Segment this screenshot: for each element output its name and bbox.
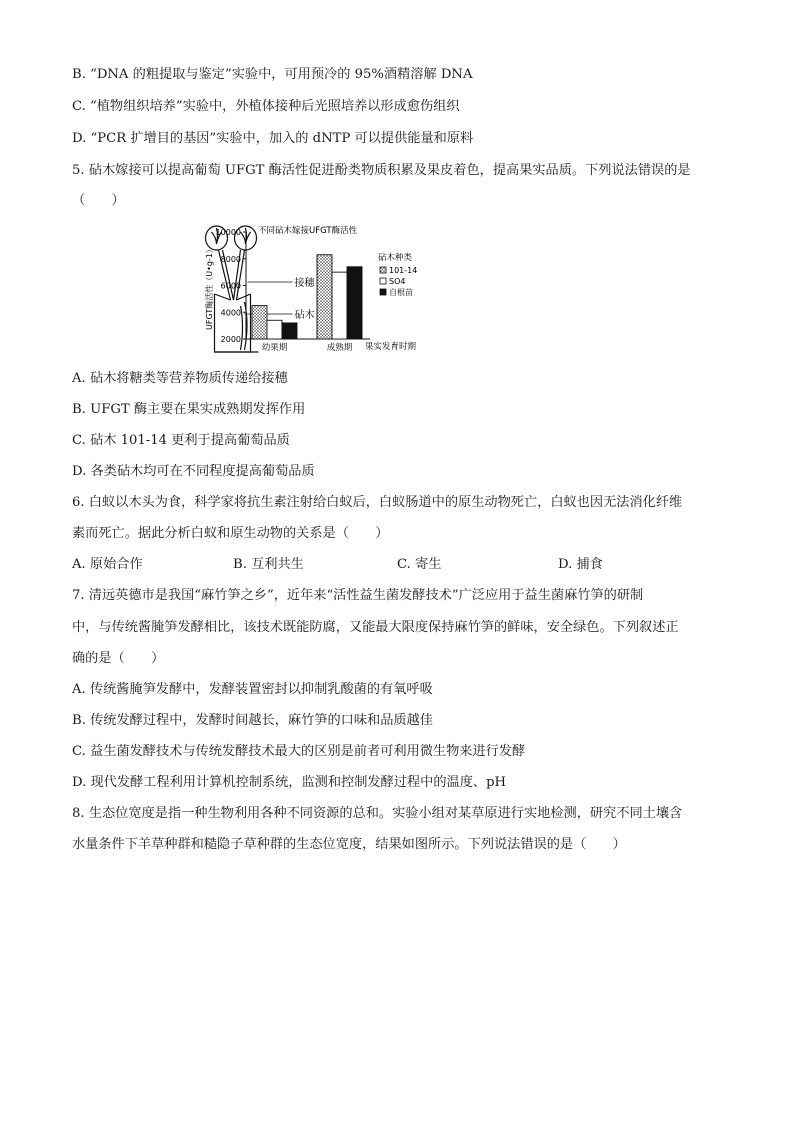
rootstock-label: 砧木	[294, 310, 315, 321]
q5-option-d: D. 各类砧木均可在不同程度提高葡萄品质	[72, 464, 315, 479]
chart-title: 不同砧木嫁接UFGT酶活性	[258, 226, 358, 236]
legend-label: 自根苗	[389, 288, 413, 297]
y-tick-label: 2000	[220, 335, 241, 344]
q7-stem-line1: 7. 清远英德市是我国“麻竹笋之乡”，近年来“活性益生菌发酵技术”广泛应用于益生菌麻竹笋的研制	[72, 588, 644, 603]
x-tick-label: 成熟期	[326, 343, 353, 353]
q8-stem-line1: 8. 生态位宽度是指一种生物利用各种不同资源的总和。实验小组对某草原进行实地检测，研究不同土壤含	[72, 806, 683, 821]
q6-stem-line2: 素而死亡。据此分析白蚁和原生动物的关系是（ ）	[72, 526, 389, 541]
q8-stem-line2: 水量条件下羊草种群和糙隐子草种群的生态位宽度，结果如图所示。下列说法错误的是（ ）	[72, 837, 626, 852]
chart-x-axis-label: 果实发育时期	[365, 342, 417, 352]
y-tick-label: 8000	[220, 254, 241, 264]
q5-answer-blank: （ ）	[72, 193, 125, 208]
bar-SO4	[267, 320, 282, 339]
q4-option-d: D. “PCR 扩增目的基因”实验中，加入的 dNTP 可以提供能量和原料	[72, 131, 474, 146]
q6-option-a: A. 原始合作	[72, 557, 143, 572]
y-tick-label: 10000	[215, 228, 241, 237]
bar-自根苗	[282, 323, 297, 339]
q4-option-c: C. “植物组织培养”实验中，外植体接种后光照培养以形成愈伤组织	[72, 99, 460, 114]
bar-101-14	[252, 306, 267, 339]
legend-swatch	[380, 267, 386, 273]
ufgt-bar-chart	[200, 222, 450, 357]
q6-stem-line1: 6. 白蚁以木头为食，科学家将抗生素注射给白蚁后，白蚁肠道中的原生动物死亡，白蚁也因无法消化纤维	[72, 495, 683, 510]
y-tick-label: 4000	[220, 308, 241, 318]
q5-stem: 5. 砧木嫁接可以提高葡萄 UFGT 酶活性促进酚类物质积累及果皮着色，提高果实品质。下列说法错误的是	[72, 163, 691, 178]
q7-stem-line3: 确的是（ ）	[72, 651, 165, 666]
q6-option-b: B. 互利共生	[233, 557, 304, 572]
q5-option-a: A. 砧木将糖类等营养物质传递给接穗	[72, 371, 288, 386]
bar-自根苗	[347, 267, 362, 339]
legend-swatch	[380, 278, 386, 284]
bar-101-14	[317, 255, 332, 339]
y-tick-label: 6000	[220, 281, 241, 291]
bar-SO4	[332, 272, 347, 339]
q7-option-a: A. 传统酱腌笋发酵中，发酵装置密封以抑制乳酸菌的有氧呼吸	[72, 682, 433, 697]
legend-label: 101-14	[389, 266, 418, 275]
q7-option-d: D. 现代发酵工程利用计算机控制系统，监测和控制发酵过程中的温度、pH	[72, 775, 507, 790]
q6-option-c: C. 寄生	[397, 557, 442, 572]
q7-stem-line2: 中，与传统酱腌笋发酵相比，该技术既能防腐，又能最大限度保持麻竹笋的鲜味，安全绿色。下列叙述正	[72, 620, 679, 635]
q4-option-b: B. “DNA 的粗提取与鉴定”实验中，可用预冷的 95%酒精溶解 DNA	[72, 67, 473, 82]
legend-swatch	[380, 289, 386, 295]
scion-label: 接穗	[294, 278, 315, 289]
x-tick-label: 幼果期	[261, 343, 288, 353]
q5-option-b: B. UFGT 酶主要在果实成熟期发挥作用	[72, 402, 306, 417]
legend-label: SO4	[389, 277, 406, 286]
legend-title: 砧木种类	[378, 253, 413, 263]
q6-option-d: D. 捕食	[558, 557, 603, 572]
q7-option-b: B. 传统发酵过程中，发酵时间越长，麻竹笋的口味和品质越佳	[72, 713, 433, 728]
q5-option-c: C. 砧木 101-14 更利于提高葡萄品质	[72, 433, 290, 448]
q7-option-c: C. 益生菌发酵技术与传统发酵技术最大的区别是前者可利用微生物来进行发酵	[72, 744, 526, 759]
chart-y-axis-label: UFGT酶活性（U•g-1）	[205, 245, 214, 330]
